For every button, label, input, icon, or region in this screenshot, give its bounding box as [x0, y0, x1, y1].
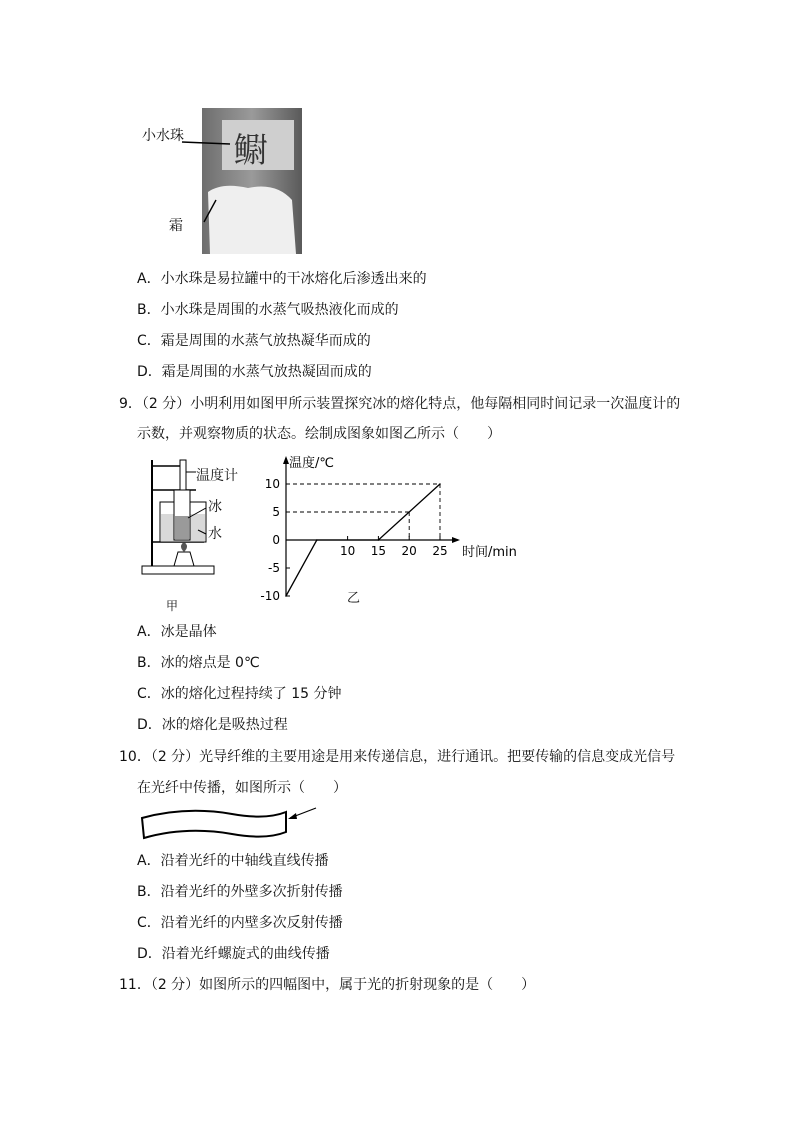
caption-jia: 甲 [166, 599, 179, 613]
q9-option-c[interactable]: C．冰的熔化过程持续了 15 分钟 [137, 686, 342, 702]
chart-ylabel: 温度/℃ [289, 456, 334, 471]
chart-point-0-2 [378, 539, 380, 541]
chart-point-0-3 [439, 483, 441, 485]
q10-stem-line2: 在光纤中传播，如图所示（ ） [137, 780, 347, 796]
frost-area [208, 186, 296, 254]
light-ray-arrowhead-icon [288, 813, 297, 819]
burner [174, 552, 194, 566]
chart-x-tick-label-0: 10 [339, 544, 356, 558]
q10-option-c[interactable]: C．沿着光纤的内壁多次反射传播 [137, 915, 343, 931]
q8-option-c[interactable]: C．霜是周围的水蒸气放热凝华而成的 [137, 333, 371, 349]
optical-fiber [142, 811, 286, 838]
chart-y-tick-label-2: 0 [272, 533, 280, 547]
q8-option-b[interactable]: B．小水珠是周围的水蒸气吸热液化而成的 [137, 302, 399, 318]
q8-option-a[interactable]: A．小水珠是易拉罐中的干冰熔化后渗透出来的 [137, 271, 427, 287]
stand-base [142, 566, 214, 574]
chart-x-tick-label-1: 15 [370, 544, 387, 558]
ice-in-tube [175, 516, 189, 539]
chart-y-tick-label-3: -5 [268, 561, 280, 575]
q9-option-b[interactable]: B．冰的熔点是 0℃ [137, 655, 260, 671]
caption-yi: 乙 [347, 591, 361, 606]
q10-option-d[interactable]: D．沿着光纤螺旋式的曲线传播 [137, 946, 330, 962]
label-water-drops: 小水珠 [142, 128, 184, 144]
chart-xlabel: 时间/min [462, 545, 517, 560]
q9-stem-line1: 9．（2 分）小明利用如图甲所示装置探究冰的熔化特点，他每隔相同时间记录一次温度计的 [119, 396, 681, 412]
can-logo-text: 鳚 [234, 131, 268, 171]
label-thermometer: 温度计 [196, 468, 238, 484]
q11-stem-line1: 11．（2 分）如图所示的四幅图中，属于光的折射现象的是（ ） [119, 977, 536, 993]
chart-point-0-1 [316, 539, 318, 541]
label-frost: 霜 [169, 218, 183, 234]
q10-option-a[interactable]: A．沿着光纤的中轴线直线传播 [137, 853, 329, 869]
chart-y-tick-label-0: 10 [264, 477, 280, 491]
q9-stem-line2: 示数，并观察物质的状态。绘制成图象如图乙所示（ ） [137, 426, 501, 442]
q9-option-d[interactable]: D．冰的熔化是吸热过程 [137, 717, 288, 733]
temperature-time-chart [250, 450, 540, 610]
q10-option-b[interactable]: B．沿着光纤的外壁多次折射传播 [137, 884, 343, 900]
chart-y-tick-label-1: 5 [272, 505, 280, 519]
optical-fiber-figure [136, 804, 326, 848]
chart-x-tick-label-2: 20 [401, 544, 417, 558]
label-ice: 冰 [208, 499, 222, 515]
flame-icon [181, 542, 187, 552]
label-water: 水 [208, 526, 222, 542]
chart-point-0-0 [285, 595, 287, 597]
chart-x-arrow-icon [452, 537, 460, 543]
chart-x-tick-label-3: 25 [432, 544, 448, 558]
q9-option-a[interactable]: A．冰是晶体 [137, 624, 217, 640]
q8-option-d[interactable]: D．霜是周围的水蒸气放热凝固而成的 [137, 364, 372, 380]
q10-stem-line1: 10．（2 分）光导纤维的主要用途是用来传递信息，进行通讯。把要传输的信息变成光信号 [119, 749, 676, 765]
chart-y-tick-label-4: -10 [260, 589, 280, 603]
